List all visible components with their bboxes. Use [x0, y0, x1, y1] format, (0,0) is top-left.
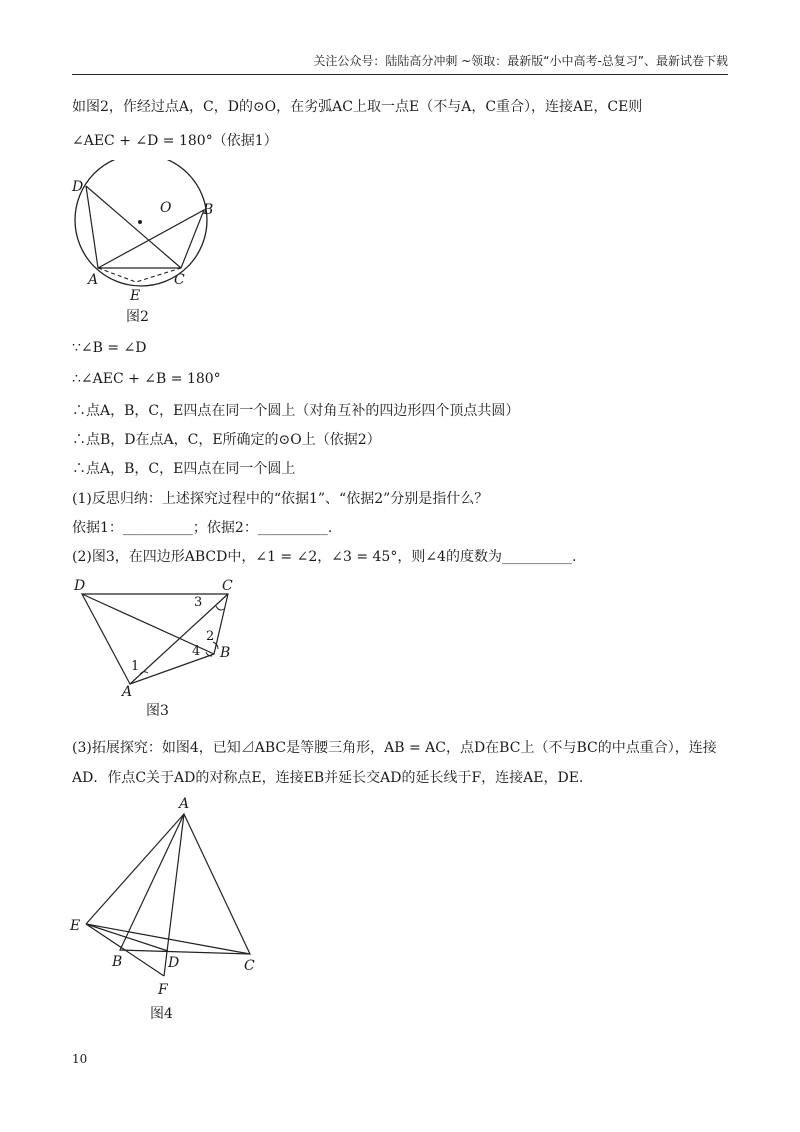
fig4-label-f: F	[158, 982, 168, 998]
fig4-label-e: E	[70, 918, 81, 934]
segment-ae	[86, 814, 184, 924]
fig4-label-b: B	[112, 954, 123, 970]
text-line-5: ∴点A，B，C，E四点在同一个圆上（对角互补的四边形四个顶点共圆）	[72, 403, 520, 419]
fig3-label-d: D	[74, 578, 86, 594]
figure-2	[66, 160, 226, 320]
fig2-label-e: E	[130, 288, 141, 304]
text-line-1: 如图2，作经过点A，C，D的⊙O，在劣弧AC上取一点E（不与A，C重合），连接AE，CE则	[72, 99, 643, 115]
segment-ec	[86, 924, 250, 954]
fig3-angle-2: 2	[206, 629, 215, 644]
figure-2-caption: 图2	[126, 309, 149, 325]
fig2-label-a: A	[88, 272, 99, 288]
fig3-angle-1: 1	[131, 659, 140, 674]
fig2-label-o: O	[160, 200, 172, 216]
figure-3	[66, 572, 256, 702]
fig2-label-d: D	[72, 179, 84, 195]
fig2-label-c: C	[174, 272, 185, 288]
fig3-label-a: A	[122, 684, 133, 700]
figure-3-caption: 图3	[146, 703, 169, 719]
center-point	[138, 220, 142, 224]
text-line-8: (1)反思归纳：上述探究过程中的“依据1”、“依据2”分别是指什么？	[72, 491, 489, 507]
text-line-9: 依据1：__________；依据2：__________.	[72, 520, 333, 536]
text-line-2: ∠AEC + ∠D = 180°（依据1）	[72, 133, 278, 149]
segment-ed	[86, 924, 168, 951]
text-line-4: ∴∠AEC + ∠B = 180°	[72, 371, 221, 387]
arc-3	[216, 606, 224, 610]
page-number: 10	[72, 1052, 88, 1066]
text-line-6: ∴点B，D在点A，C，E所确定的⊙O上（依据2）	[72, 432, 381, 448]
fig4-label-c: C	[244, 958, 255, 974]
fig2-label-b: B	[203, 202, 214, 218]
fig2-lines	[86, 186, 204, 268]
figure-4-caption: 图4	[150, 1006, 173, 1022]
fig3-label-b: B	[220, 645, 231, 661]
text-line-11: (3)拓展探究：如图4，已知⊿ABC是等腰三角形，AB = AC，点D在BC上（不与BC的中点重合），连接	[72, 740, 717, 756]
fig4-label-a: A	[179, 796, 190, 812]
text-line-3: ∵∠B = ∠D	[72, 340, 147, 356]
page-header: 关注公众号：陆陆高分冲刺 ~领取：最新版“小中高考-总复习”、最新试卷下载	[72, 52, 728, 75]
text-line-7: ∴点A，B，C，E四点在同一个圆上	[72, 461, 296, 477]
figure-4	[62, 794, 272, 1004]
fig3-angle-4: 4	[192, 644, 201, 659]
text-line-10: (2)图3，在四边形ABCD中，∠1 = ∠2，∠3 = 45°，则∠4的度数为__________.	[72, 549, 577, 565]
line-dc	[86, 186, 181, 268]
fig4-label-d: D	[168, 955, 180, 971]
triangle-abc	[120, 814, 250, 954]
fig3-label-c: C	[222, 578, 233, 594]
fig3-angle-3: 3	[194, 595, 203, 610]
text-line-12: AD．作点C关于AD的对称点E，连接EB并延长交AD的延长线于F，连接AE，DE.	[72, 770, 584, 786]
segment-ef	[86, 924, 164, 976]
